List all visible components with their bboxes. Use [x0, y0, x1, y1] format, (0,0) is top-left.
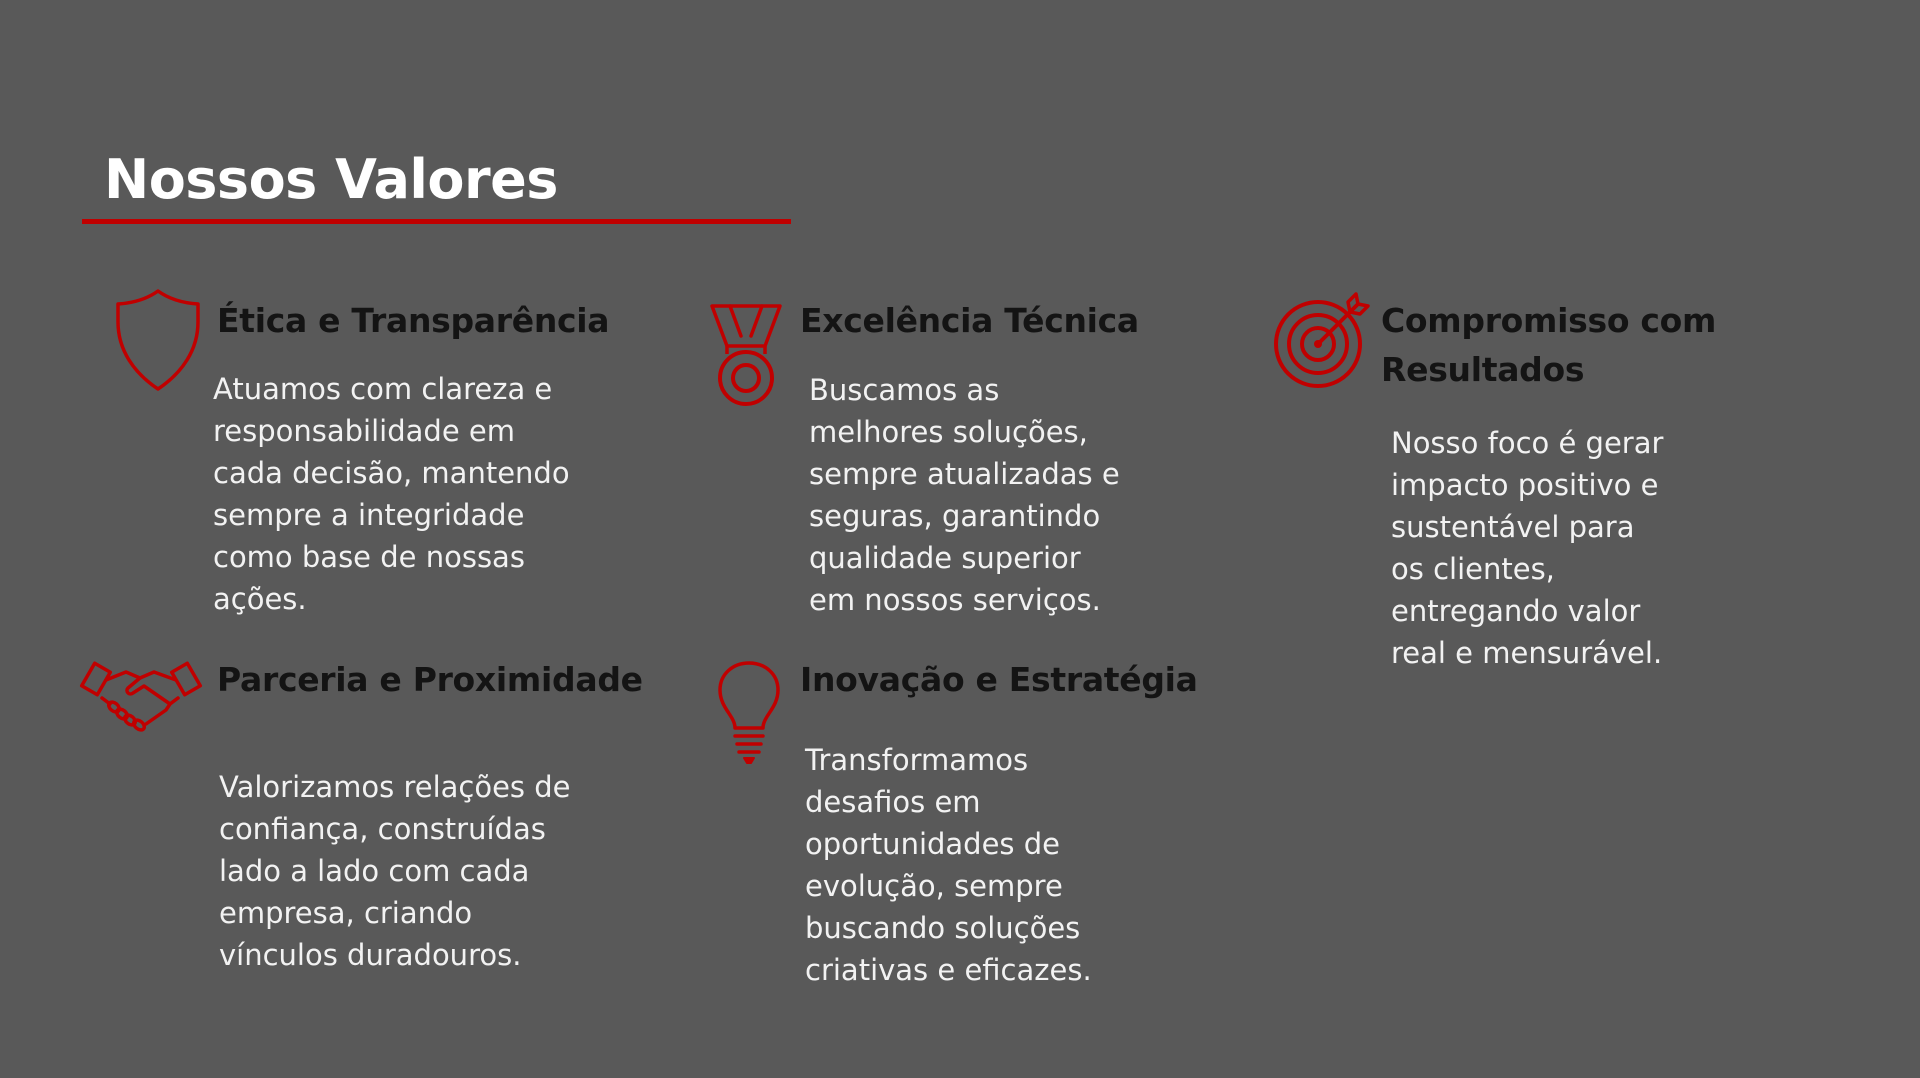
handshake-icon [82, 658, 200, 732]
shield-icon [114, 288, 202, 392]
medal-icon [708, 302, 784, 408]
value-heading-etica: Ética e Transparência [217, 301, 610, 340]
lightbulb-icon [716, 660, 782, 766]
value-text-etica: Atuamos com clareza e responsabilidade em cada decisão, mantendo sempre a integridade como base de nossas ações. [213, 372, 570, 616]
value-heading-compromisso: Compromisso com Resultados [1381, 301, 1717, 389]
value-text-excelencia: Buscamos as melhores soluções, sempre atualizadas e seguras, garantindo qualidade superior em nossos serviços. [809, 373, 1120, 617]
value-text-inovacao: Transformamos desafios em oportunidades de evolução, sempre buscando soluções criativas e eficazes. [805, 743, 1092, 987]
target-icon [1272, 292, 1372, 392]
value-text-parceria: Valorizamos relações de confiança, construídas lado a lado com cada empresa, criando vínculos duradouros. [219, 770, 571, 972]
title-underline [82, 219, 791, 224]
value-heading-inovacao: Inovação e Estratégia [800, 660, 1198, 699]
value-heading-parceria: Parceria e Proximidade [217, 660, 643, 699]
value-heading-excelencia: Excelência Técnica [800, 301, 1139, 340]
value-text-compromisso: Nosso foco é gerar impacto positivo e sustentável para os clientes, entregando valor real e mensurável. [1391, 426, 1664, 670]
page-title: Nossos Valores [104, 148, 558, 211]
